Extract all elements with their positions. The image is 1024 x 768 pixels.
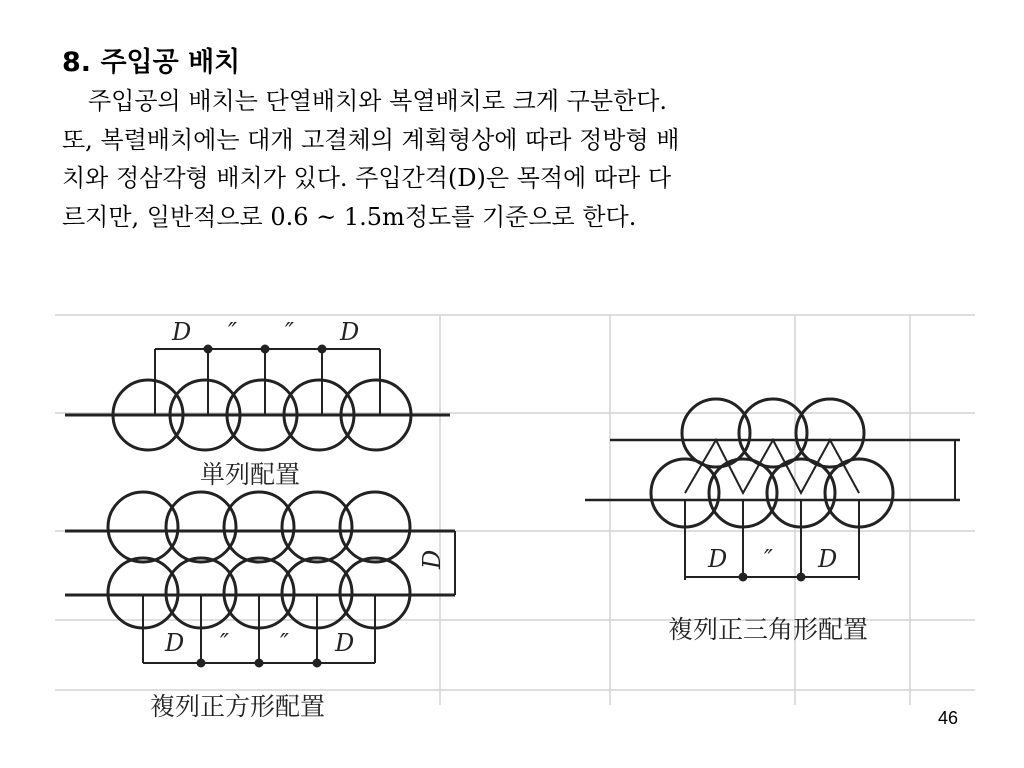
square-dim-1: D [165,629,185,657]
triangle-dim-1: D [708,545,728,573]
page-number: 46 [938,708,959,728]
triangle-dim-2: ″ [764,545,773,573]
square-caption: 複列正方形配置 [150,692,326,721]
body-line-3: 치와 정삼각형 배치가 있다. 주입간격(D)은 목적에 따라 다 [62,164,672,192]
single-row-caption: 単列配置 [200,460,301,489]
triangle-dim-3: D [818,545,838,573]
body-line-1: 주입공의 배치는 단열배치와 복열배치로 크게 구분한다. [88,87,668,115]
square-dim-3: ″ [280,629,289,657]
square-diagram [65,492,455,666]
single-row-dim-1: D [172,318,192,346]
slide-heading: 8. 주입공 배치 [62,47,241,78]
body-line-4: 르지만, 일반적으로 0.6 ~ 1.5m정도를 기준으로 한다. [62,202,637,231]
single-row-dim-4: D [340,318,360,346]
body-line-2: 또, 복렬배치에는 대개 고결체의 계획형상에 따라 정방형 배 [62,125,680,154]
square-dim-2: ″ [220,629,229,657]
single-row-diagram [65,346,450,450]
injection-layout-figure [40,295,975,735]
square-dim-4: D [335,629,355,657]
single-row-dim-3: ″ [285,318,294,346]
body-paragraph [62,82,982,236]
background-table-ghost [55,315,975,705]
single-row-dim-2: ″ [228,318,237,346]
square-side-dim: D [418,549,446,569]
triangle-caption: 複列正三角形配置 [668,615,869,644]
